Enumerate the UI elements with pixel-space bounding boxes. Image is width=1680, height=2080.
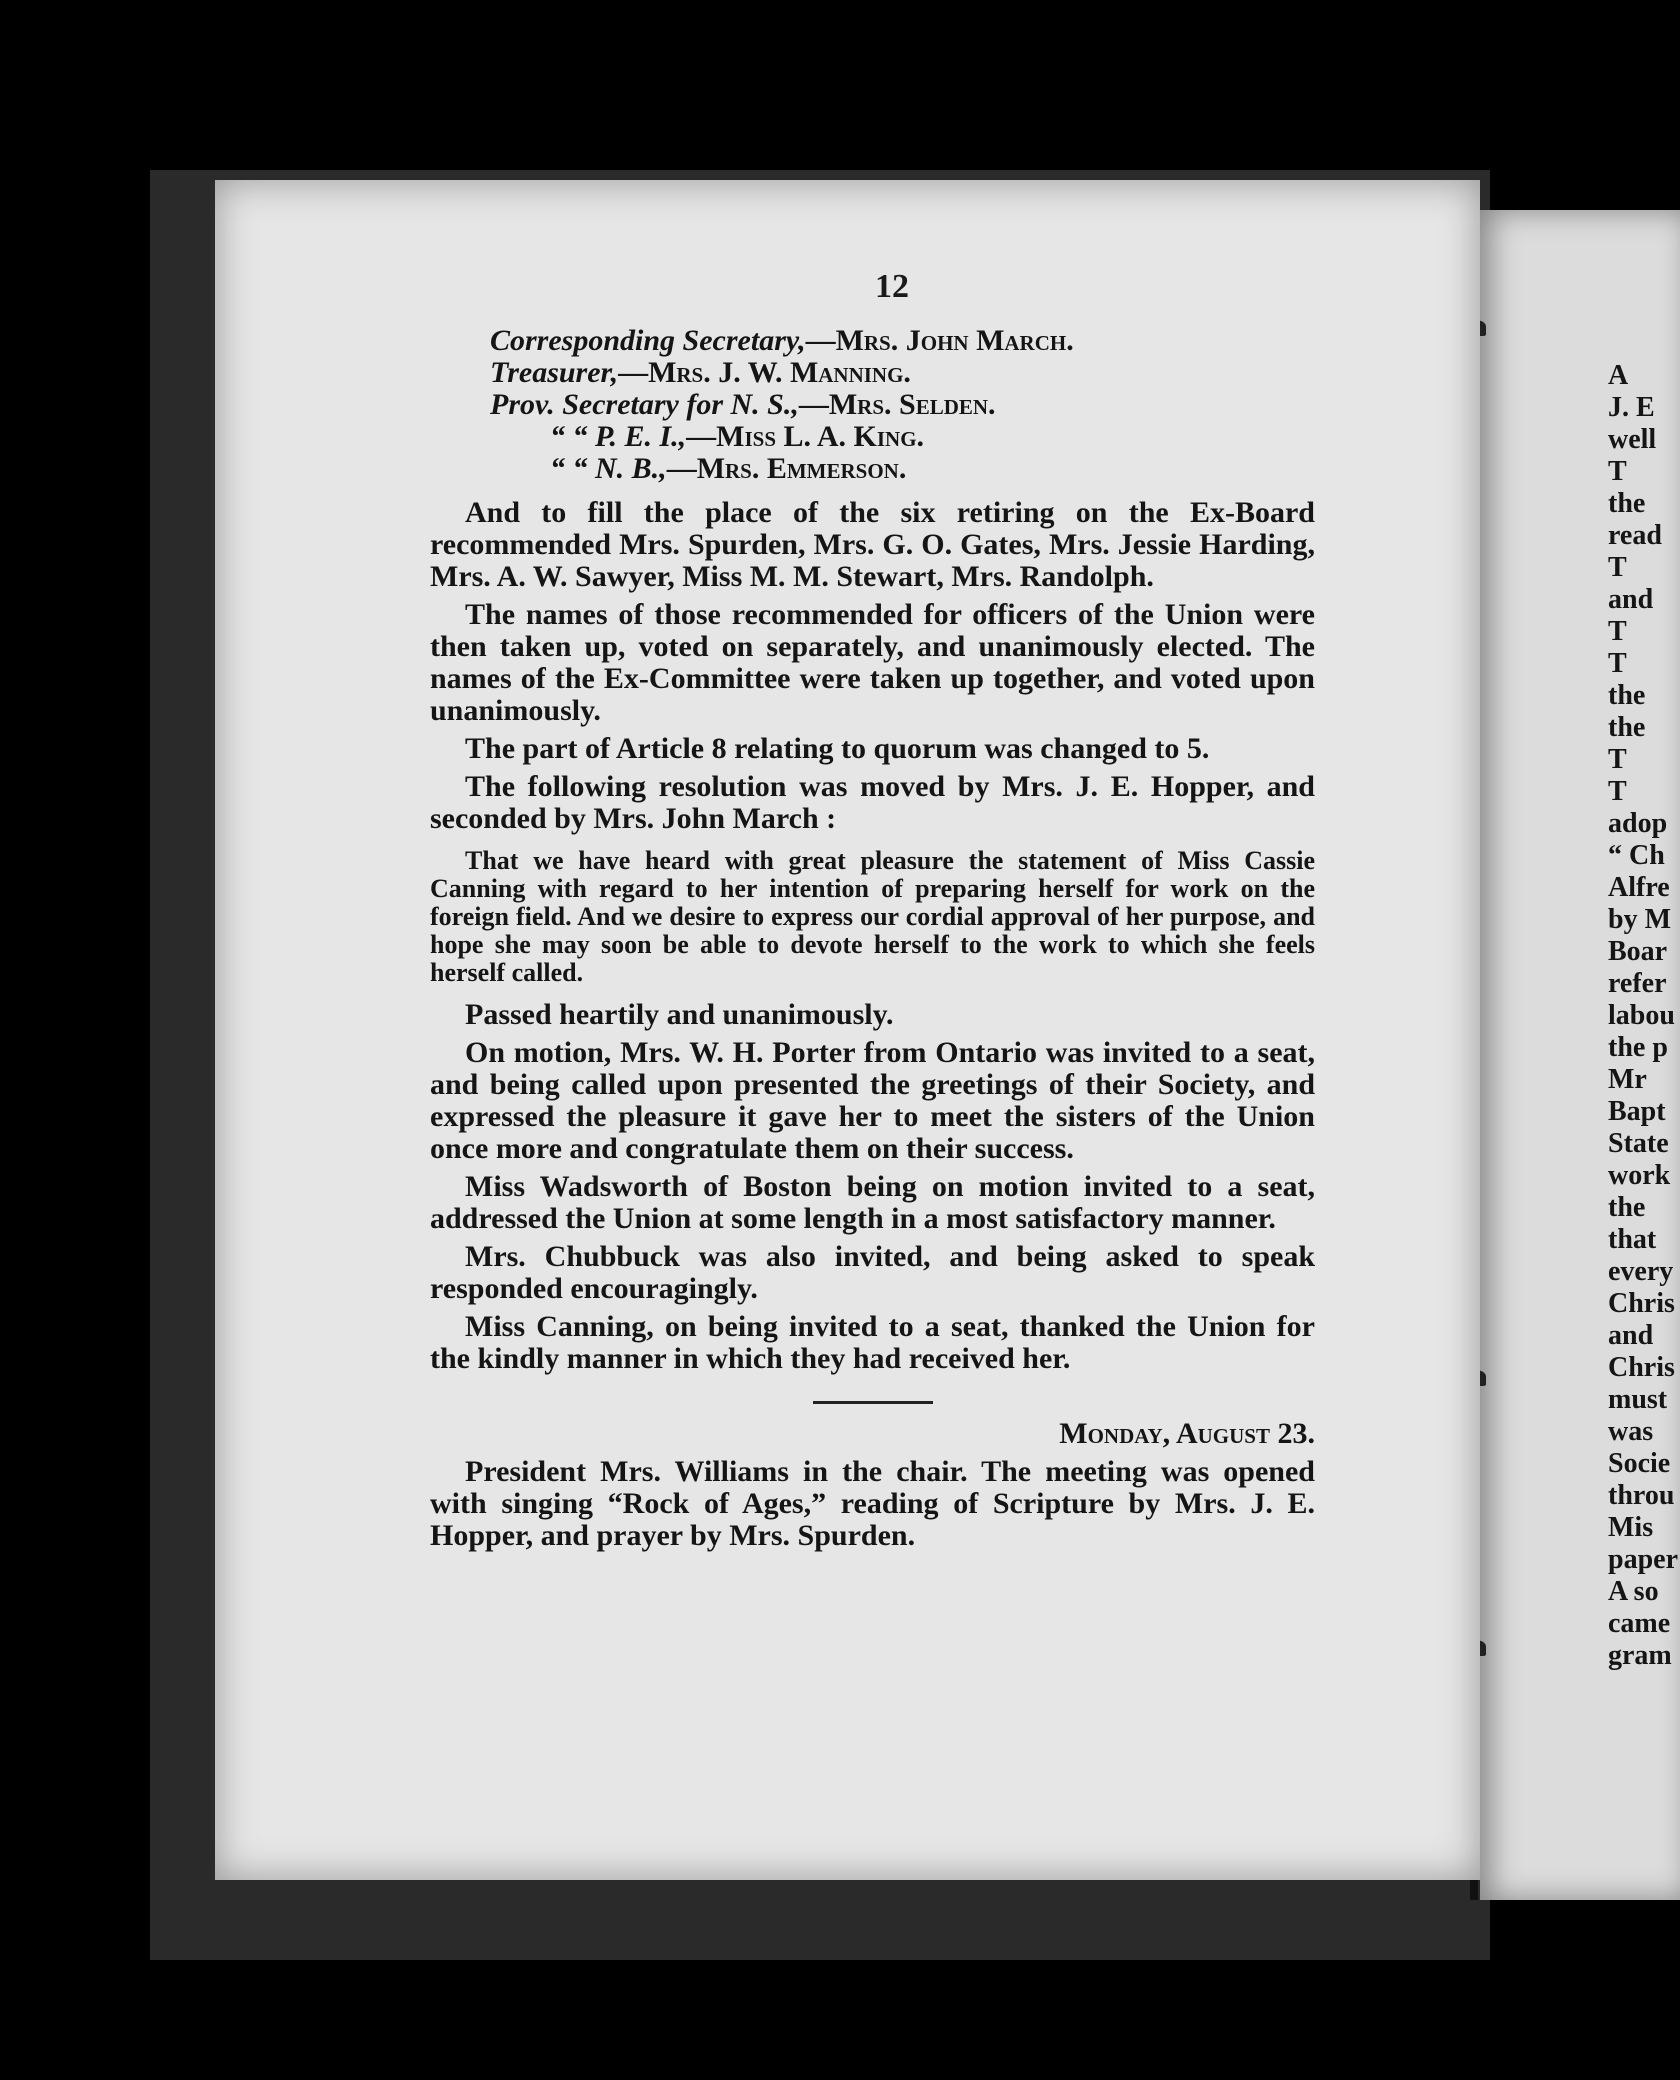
paragraph: Passed heartily and unanimously. bbox=[465, 998, 894, 1031]
right-page-fragment: A bbox=[1608, 360, 1629, 391]
right-page-fragment: the bbox=[1608, 712, 1646, 743]
officer-name: —Mrs. John March. bbox=[805, 324, 1074, 357]
officer-line bbox=[490, 357, 1315, 389]
right-page-fragment: work bbox=[1608, 1160, 1671, 1191]
right-page-fragment: T bbox=[1608, 744, 1627, 775]
right-page-fragment: the bbox=[1608, 1192, 1646, 1223]
resolution-text: That we have heard with great pleasure the statement of Miss Cassie Canning with regard to her intention of preparing herself for work on the foreign field. And we desire to express our cordial approval of her purpose, and hope she may soon be able to devote herself to the work to which she feels herself called. bbox=[430, 846, 1315, 987]
right-page-fragment: and bbox=[1608, 584, 1654, 615]
right-page-fragment: well bbox=[1608, 424, 1657, 455]
right-page-fragment: T bbox=[1608, 552, 1627, 583]
paragraph: Miss Canning, on being invited to a seat, thanked the Union for the kindly manner in which they had received her. bbox=[430, 1310, 1315, 1375]
right-page-fragment: T bbox=[1608, 648, 1627, 679]
officer-role: Corresponding Secretary, bbox=[490, 324, 806, 357]
right-page-fragment: must bbox=[1608, 1384, 1668, 1415]
officers-list bbox=[430, 325, 1315, 485]
right-page-text bbox=[1608, 360, 1678, 1672]
officer-name: —Mrs. Selden. bbox=[798, 388, 996, 421]
paragraph: And to fill the place of the six retiring on the Ex-Board recommended Mrs. Spurden, Mrs. G. O. Gates, Mrs. Jessie Harding, Mrs. A. W. Sawyer, Miss M. M. Stewart, Mrs. Randolph. bbox=[430, 496, 1315, 593]
right-page-fragment: every bbox=[1608, 1256, 1674, 1287]
officer-line bbox=[550, 421, 1315, 453]
right-page-fragment: Bapt bbox=[1608, 1096, 1666, 1127]
right-page-fragment: the bbox=[1608, 488, 1646, 519]
officer-name: —Mrs. Emmerson. bbox=[666, 452, 907, 485]
paragraph: The following resolution was moved by Mrs. J. E. Hopper, and seconded by Mrs. John March : bbox=[430, 770, 1315, 835]
right-page-fragment: J. E bbox=[1608, 392, 1655, 423]
right-page-fragment: Mr bbox=[1608, 1064, 1647, 1095]
right-page-fragment: T bbox=[1608, 616, 1627, 647]
right-page-fragment: Mis bbox=[1608, 1512, 1654, 1543]
page-number: 12 bbox=[875, 268, 909, 305]
right-page-fragment: that bbox=[1608, 1224, 1657, 1255]
right-page-fragment: T bbox=[1608, 776, 1627, 807]
right-page-fragment: paper bbox=[1608, 1544, 1678, 1575]
officer-role: Treasurer, bbox=[490, 356, 619, 389]
right-page-fragment: adop bbox=[1608, 808, 1668, 839]
right-page-fragment: “ Ch bbox=[1608, 840, 1665, 871]
right-page-fragment: T bbox=[1608, 456, 1627, 487]
right-page-fragment: the p bbox=[1608, 1032, 1668, 1063]
right-page-fragment: Boar bbox=[1608, 936, 1668, 967]
paragraph: The part of Article 8 relating to quorum was changed to 5. bbox=[465, 732, 1210, 765]
right-page-fragment: and bbox=[1608, 1320, 1654, 1351]
right-page-fragment: Chris bbox=[1608, 1352, 1675, 1383]
officer-role: Prov. Secretary for N. S., bbox=[490, 388, 799, 421]
right-page-fragment: by M bbox=[1608, 904, 1671, 935]
paragraph: Mrs. Chubbuck was also invited, and being asked to speak responded encouragingly. bbox=[430, 1240, 1315, 1305]
officer-role: “ “ P. E. I., bbox=[550, 420, 687, 453]
right-page-fragment: Alfre bbox=[1608, 872, 1670, 903]
officer-name: —Mrs. J. W. Manning. bbox=[618, 356, 911, 389]
officer-line bbox=[550, 453, 1315, 485]
officer-name: —Miss L. A. King. bbox=[686, 420, 925, 453]
dateline: Monday, August 23. bbox=[1059, 1417, 1315, 1450]
right-page-fragment: throu bbox=[1608, 1480, 1675, 1511]
officer-line bbox=[490, 389, 1315, 421]
page-text bbox=[430, 325, 1315, 1552]
paragraph: Miss Wadsworth of Boston being on motion invited to a seat, addressed the Union at some length in a most satisfactory manner. bbox=[430, 1170, 1315, 1235]
right-page-fragment: A so bbox=[1608, 1576, 1659, 1607]
paragraph: The names of those recommended for officers of the Union were then taken up, voted on separately, and unanimously elected. The names of the Ex-Committee were taken up together, and voted upon unanimously. bbox=[430, 598, 1315, 727]
right-page-fragment: came bbox=[1608, 1608, 1671, 1639]
right-page-fragment: gram bbox=[1608, 1640, 1672, 1671]
right-page-fragment: refer bbox=[1608, 968, 1667, 999]
right-page-fragment: read bbox=[1608, 520, 1662, 551]
right-page-fragment: was bbox=[1608, 1416, 1654, 1447]
right-page-fragment: State bbox=[1608, 1128, 1669, 1159]
officer-role: “ “ N. B., bbox=[550, 452, 667, 485]
right-page-fragment: Chris bbox=[1608, 1288, 1675, 1319]
right-page-fragment: labou bbox=[1608, 1000, 1675, 1031]
paragraph: On motion, Mrs. W. H. Porter from Ontario was invited to a seat, and being called upon presented the greetings of their Society, and expressed the pleasure it gave her to meet the sisters of the Union once more and congratulate them on their success. bbox=[430, 1036, 1315, 1165]
right-page-fragment: the bbox=[1608, 680, 1646, 711]
right-page-fragment: Socie bbox=[1608, 1448, 1671, 1479]
right-page bbox=[1480, 210, 1680, 1900]
paragraph: President Mrs. Williams in the chair. The meeting was opened with singing “Rock of Ages,” reading of Scripture by Mrs. J. E. Hopper, and prayer by Mrs. Spurden. bbox=[430, 1455, 1315, 1552]
section-divider bbox=[813, 1401, 933, 1404]
officer-line bbox=[490, 325, 1315, 357]
